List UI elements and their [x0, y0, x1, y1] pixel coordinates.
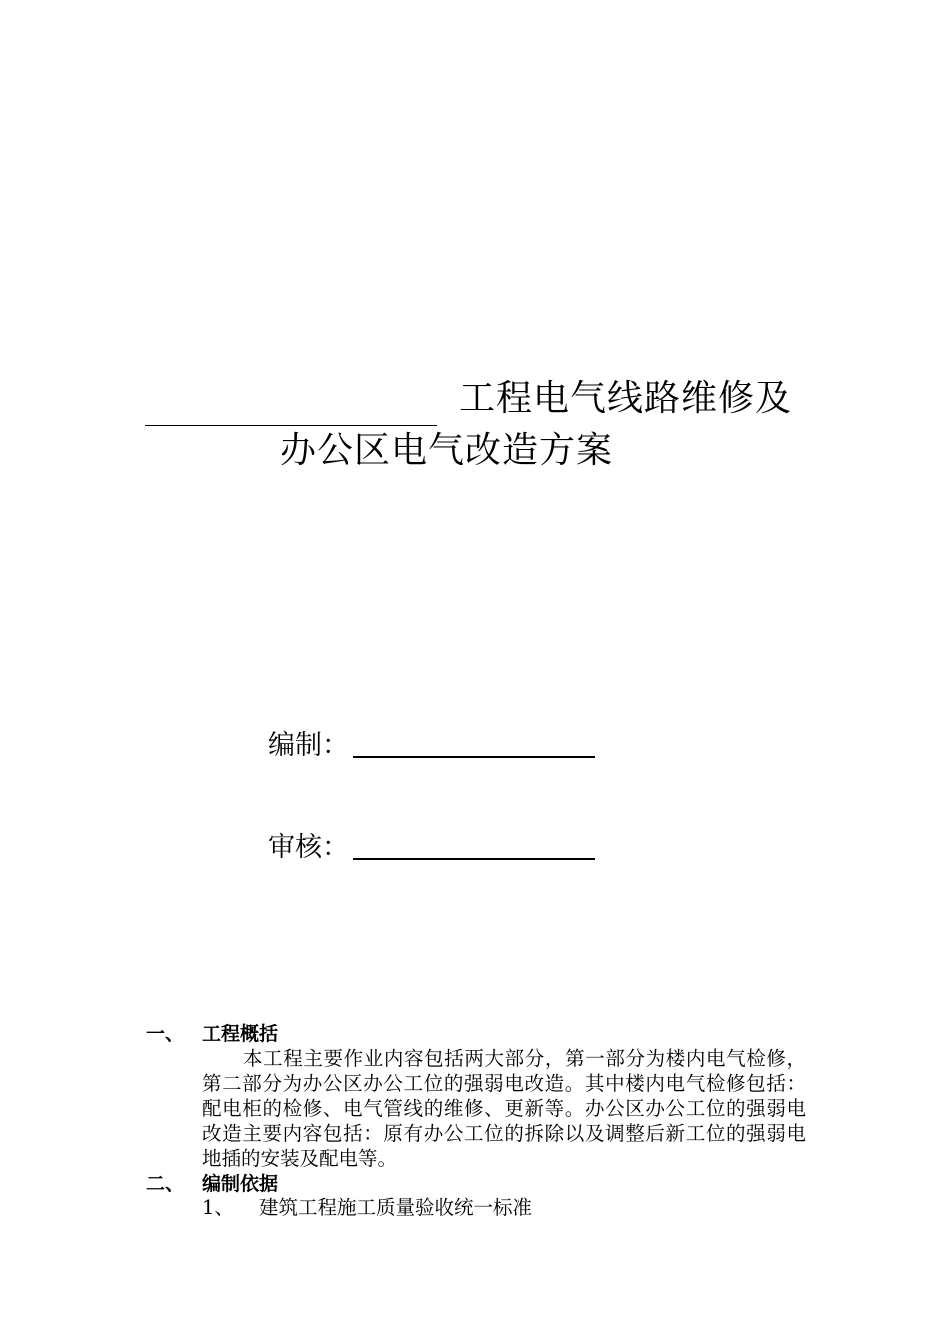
compiler-field	[268, 726, 595, 766]
compiler-label: 编制：	[268, 730, 349, 761]
section-number: 一、	[146, 1023, 185, 1045]
project-name-blank	[145, 385, 437, 426]
document-title	[145, 372, 825, 471]
title-line-1	[145, 372, 825, 426]
overview-paragraph: 本工程主要作业内容包括两大部分，第一部分为楼内电气检修，第二部分为办公区办公工位的强弱电改造。其中楼内电气检修包括：配电柜的检修、电气管线的维修、更新等。办公区办公工位的强弱电改造主要内容包括：原有办公工位的拆除以及调整后新工位的强弱电地插的安装及配电等。	[202, 1047, 806, 1170]
section-number: 二、	[146, 1173, 185, 1195]
reviewer-blank-line	[353, 828, 595, 860]
section-heading-overview	[146, 1021, 278, 1047]
list-item-text: 建筑工程施工质量验收统一标准	[259, 1196, 533, 1219]
section-heading-basis	[146, 1171, 278, 1197]
title-text-line-2: 办公区电气改造方案	[280, 430, 614, 471]
title-text-line-1: 工程电气线路维修及	[459, 378, 793, 419]
section-title: 编制依据	[202, 1173, 279, 1195]
reviewer-field	[268, 828, 595, 868]
list-item	[202, 1195, 532, 1221]
reviewer-label: 审核：	[268, 832, 349, 863]
section-title: 工程概括	[202, 1023, 279, 1045]
compiler-blank-line	[353, 726, 595, 758]
list-item-number: 1、	[202, 1196, 234, 1219]
